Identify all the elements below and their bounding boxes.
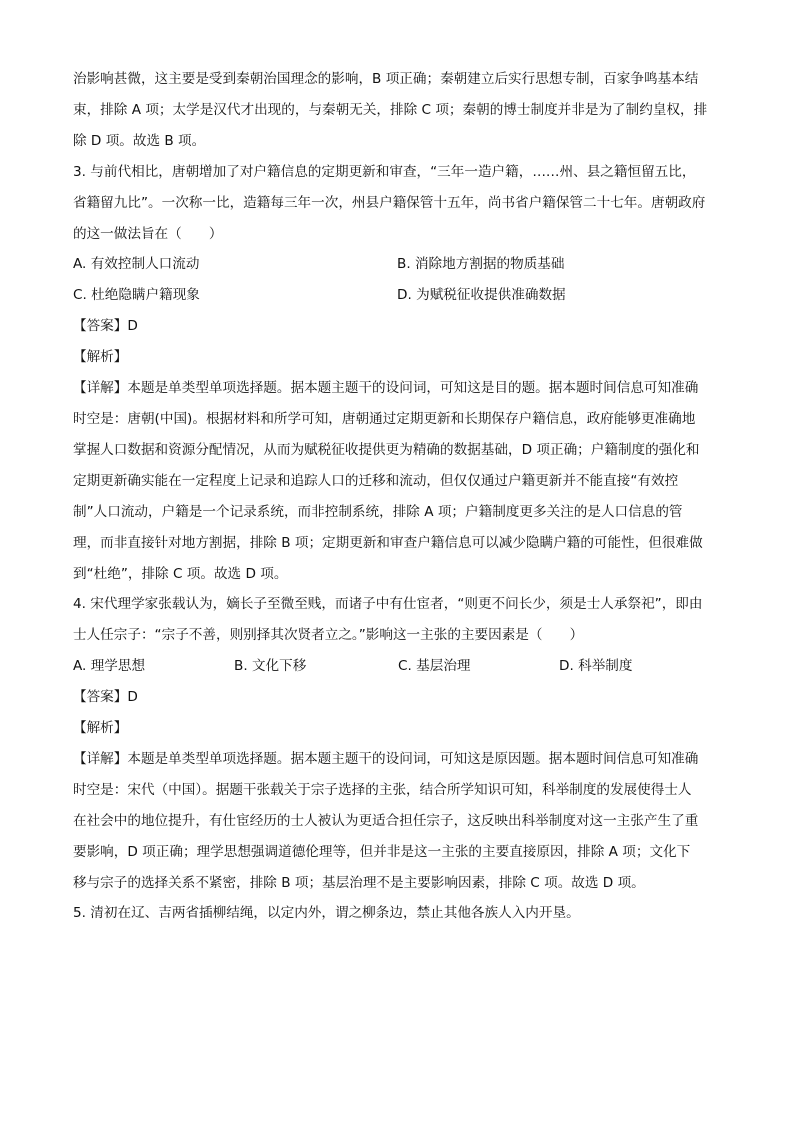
analysis-label: 【解析】 — [73, 720, 128, 737]
detail-line: 理，而非直接针对地方割据，排除 B 项；定期更新和审查户籍信息可以减少隐瞒户籍的可能性，但很难做 — [73, 534, 703, 551]
detail-line: 时空是：宋代（中国）。据题干张载关于宗子选择的主张，结合所学知识可知，科举制度的发展使得士人 — [73, 781, 692, 798]
document-body — [73, 64, 723, 929]
text-line: 治影响甚微，这主要是受到秦朝治国理念的影响，B 项正确；秦朝建立后实行思想专制，百家争鸣基本结 — [73, 71, 699, 87]
question-5 — [73, 898, 723, 929]
question-3 — [73, 157, 723, 590]
option-b: B. 消除地方割据的物质基础 — [397, 256, 565, 273]
option-a: A. 理学思想 — [73, 658, 146, 675]
option-b: B. 文化下移 — [234, 658, 307, 675]
text-line: 除 D 项。故选 B 项。 — [73, 132, 206, 149]
question-stem-line: 的这一做法旨在（ ） — [73, 225, 223, 242]
answer-label: 【答案】D — [73, 318, 138, 335]
detail-line: 掌握人口数据和资源分配情况，从而为赋税征收提供更为精确的数据基础，D 项正确；户籍制度的强化和 — [73, 441, 700, 458]
detail-line: 定期更新确实能在一定程度上记录和追踪人口的迁移和流动，但仅仅通过户籍更新并不能直接“有效控 — [73, 472, 679, 489]
detail-line: 要影响，D 项正确；理学思想强调道德伦理等，但并非是这一主张的主要直接原因，排除 A 项；文化下 — [73, 843, 691, 860]
option-c: C. 基层治理 — [398, 658, 471, 675]
option-a: A. 有效控制人口流动 — [73, 256, 200, 273]
detail-line: 【详解】本题是单类型单项选择题。据本题主题干的设问词，可知这是原因题。据本题时间信息可知准确 — [73, 750, 699, 767]
options-row — [73, 651, 723, 682]
options-row — [73, 249, 723, 280]
detail-line: 在社会中的地位提升，有仕宦经历的士人被认为更适合担任宗子，这反映出科举制度对这一主张产生了重 — [73, 812, 699, 829]
detail-line: 制”人口流动，户籍是一个记录系统，而非控制系统，排除 A 项；户籍制度更多关注的是人口信息的管 — [73, 503, 683, 520]
question-stem-line: 3. 与前代相比，唐朝增加了对户籍信息的定期更新和审查，“三年一造户籍，……州、县之籍恒留五比， — [73, 163, 696, 180]
question-stem-line: 5. 清初在辽、吉两省插柳结绳，以定内外，谓之柳条边，禁止其他各族人入内开垦。 — [73, 905, 580, 922]
analysis-label: 【解析】 — [73, 349, 128, 366]
question-stem-line: 士人任宗子：“宗子不善，则别择其次贤者立之。”影响这一主张的主要因素是（ ） — [73, 627, 584, 644]
detail-line: 移与宗子的选择关系不紧密，排除 B 项；基层治理不是主要影响因素，排除 C 项。故选 D 项。 — [73, 874, 645, 891]
detail-line: 时空是：唐朝(中国)。根据材料和所学可知，唐朝通过定期更新和长期保存户籍信息，政府能够更准确地 — [73, 410, 696, 427]
option-d: D. 为赋税征收提供准确数据 — [397, 287, 566, 304]
detail-line: 到“杜绝”，排除 C 项。故选 D 项。 — [73, 565, 288, 582]
text-line: 束，排除 A 项；太学是汉代才出现的，与秦朝无关，排除 C 项；秦朝的博士制度并非是为了制约皇权，排 — [73, 101, 708, 118]
options-row — [73, 280, 723, 311]
option-d: D. 科举制度 — [559, 658, 633, 675]
detail-line: 【详解】本题是单类型单项选择题。据本题主题干的设问词，可知这是目的题。据本题时间信息可知准确 — [73, 380, 699, 397]
answer-label: 【答案】D — [73, 689, 138, 706]
question-stem-line: 省籍留九比”。一次称一比，造籍每三年一次，州县户籍保管十五年，尚书省户籍保管二十七年。唐朝政府 — [73, 194, 706, 211]
question-4 — [73, 589, 723, 898]
option-c: C. 杜绝隐瞒户籍现象 — [73, 287, 200, 304]
question-stem-line: 4. 宋代理学家张载认为，嫡长子至微至贱，而诸子中有仕宦者，“则更不问长少，须是士人承祭祀”，即由 — [73, 596, 703, 613]
